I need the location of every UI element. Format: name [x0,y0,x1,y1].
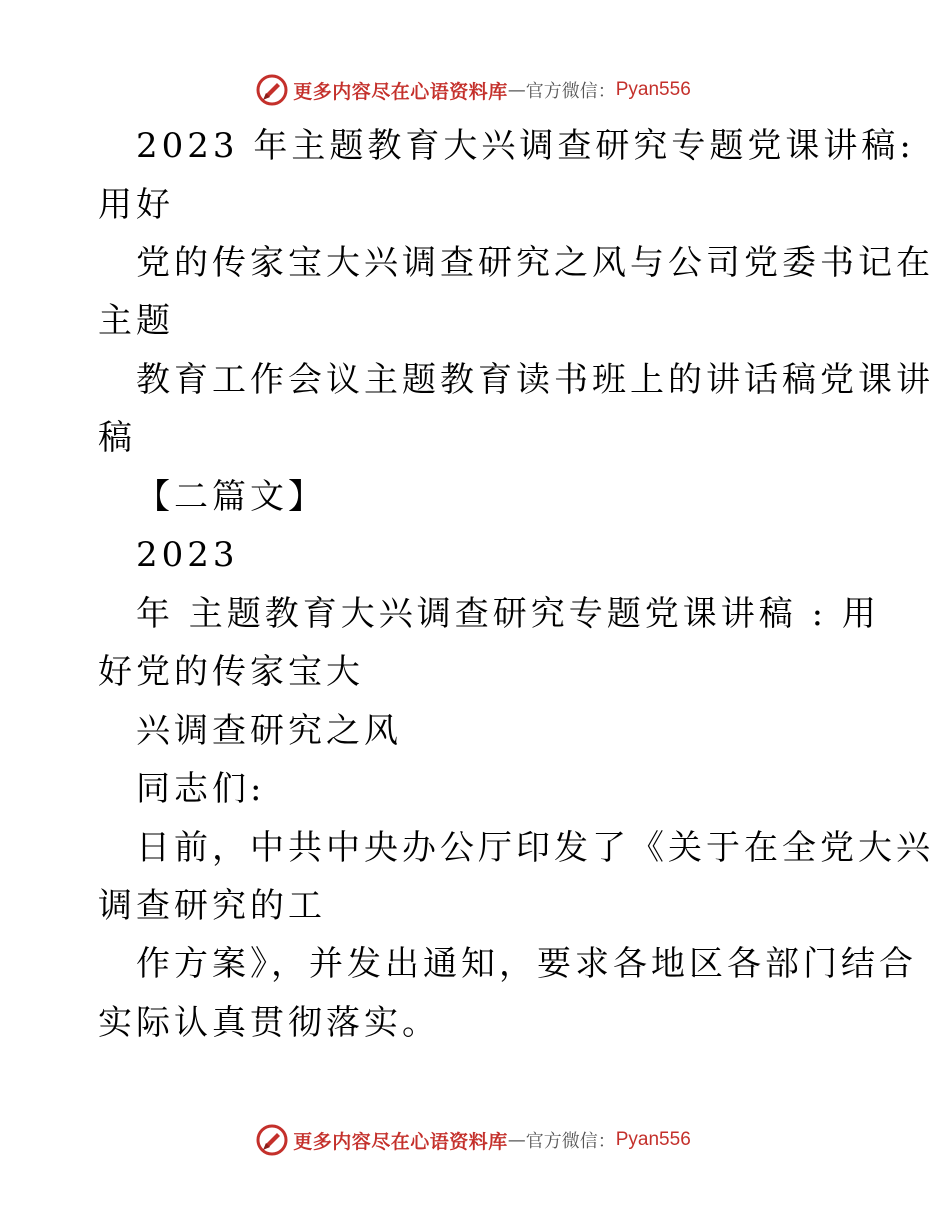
logo-icon [255,73,289,107]
watermark-dash: — [507,79,526,101]
title-line-5: 教育工作会议主题教育读书班上的讲话稿党课讲 [136,360,934,400]
subtitle-line-1: 2023 [136,535,239,575]
title-line-6: 稿 [98,418,136,458]
watermark-site: 更多内容尽在心语资料库 [293,80,508,103]
subtitle-line-3: 好党的传家宝大 [98,652,364,692]
subtitle-line-2: 年 主题教育大兴调查研究专题党课讲稿 : 用 [136,594,880,634]
title-line-1: 2023 年主题教育大兴调查研究专题党课讲稿: [136,126,915,166]
watermark-wechat-id: Pyan556 [615,1129,691,1150]
header-watermark [0,70,950,110]
watermark-wechat-label: 官方微信： [525,1131,616,1152]
watermark-site: 更多内容尽在心语资料库 [293,1130,508,1153]
paragraph-line-4: 实际认真贯彻落实。 [98,1003,440,1043]
footer-watermark [0,1120,950,1160]
salutation: 同志们: [136,769,266,809]
logo-icon [255,1123,289,1157]
watermark-wechat-id: Pyan556 [615,79,691,100]
paragraph-line-3: 作方案》，并发出通知，要求各地区各部门结合 [136,944,917,984]
title-line-4: 主题 [98,301,174,341]
watermark-dash: — [507,1129,526,1151]
watermark-wechat-label: 官方微信： [525,81,616,102]
paragraph-line-2: 调查研究的工 [98,886,326,926]
subtitle-line-4: 兴调查研究之风 [136,711,402,751]
section-marker: 【二篇文】 [136,477,326,517]
title-line-3: 党的传家宝大兴调查研究之风与公司党委书记在 [136,243,934,283]
title-line-2: 用好 [98,185,174,225]
paragraph-line-1: 日前，中共中央办公厅印发了《关于在全党大兴 [136,828,934,868]
